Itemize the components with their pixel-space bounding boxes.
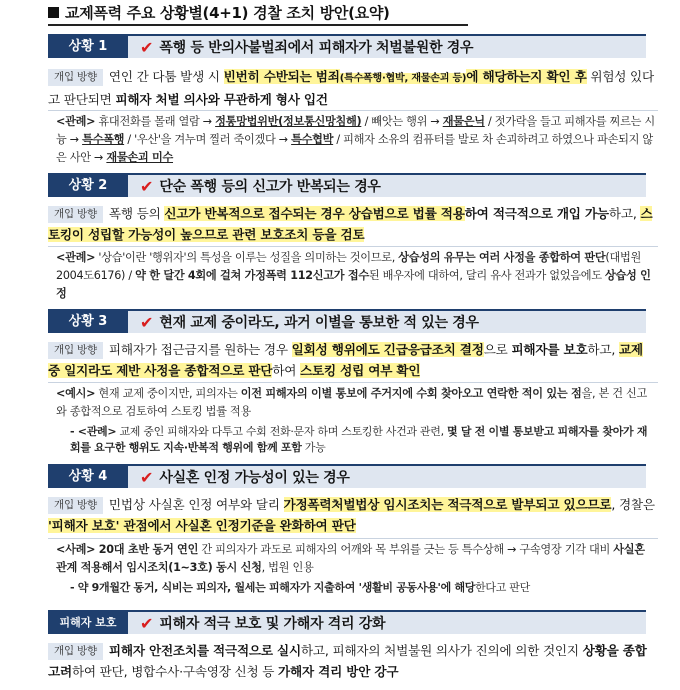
- check-icon: ✔: [140, 176, 154, 196]
- check-icon: ✔: [140, 467, 154, 487]
- square-bullet-icon: [48, 7, 59, 18]
- section-1-header: [48, 34, 646, 58]
- divider: [48, 246, 658, 247]
- section-4-note: <사례> 20대 초반 동거 연인 간 피의자가 과도로 피해자의 어깨와 목 부위를 긋는 등 특수상해 → 구속영장 기각 대비 사실혼 관계 적용해서 임시조치(1~3호) 동시 신청, 법원 인용: [56, 543, 645, 574]
- direction-badge: 개입 방향: [48, 497, 103, 514]
- direction-badge: 개입 방향: [48, 206, 103, 223]
- section-heading: 단순 폭행 등의 신고가 반복되는 경우: [159, 179, 381, 195]
- section-heading: 폭행 등 반의사불벌죄에서 피해자가 처벌불원한 경우: [159, 40, 474, 56]
- section-heading: 피해자 적극 보호 및 가해자 격리 강화: [159, 616, 386, 632]
- section-heading: 현재 교제 중이라도, 과거 이별을 통보한 적 있는 경우: [159, 315, 479, 331]
- section-tag: 상황 4: [48, 466, 128, 488]
- section-tag: 상황 3: [48, 311, 128, 333]
- section-4-header: [48, 464, 646, 488]
- divider: [48, 538, 658, 539]
- title-underline: [48, 24, 468, 26]
- section-3-note-2: - <관례> 교제 중인 피해자와 다투고 수회 전화·문자 하며 스토킹한 사건과 관련, 몇 달 전 이별 통보받고 피해자를 찾아가 재회를 요구한 행위도 지속·반복적 행위에 함께 포함 가능: [70, 425, 648, 454]
- section-1-direction: 개입 방향 연인 간 다툼 발생 시 빈번히 수반되는 범죄(특수폭행·협박, 재물손괴 등)에 해당하는지 확인 후 위험성 있다고 판단되면 피해자 처벌 의사와 무관하게 형사 입건: [48, 69, 654, 107]
- direction-badge: 개입 방향: [48, 69, 103, 86]
- divider: [48, 382, 658, 383]
- check-icon: ✔: [140, 312, 154, 332]
- section-4-note-2: - 약 9개월간 동거, 식비는 피의자, 월세는 피해자가 지출하여 '생활비 공동사용'에 해당한다고 판단: [70, 581, 530, 594]
- section-3-direction: 개입 방향 피해자가 접근금지를 원하는 경우 일회성 행위에도 긴급응급조치 결정으로 피해자를 보호하고, 교제 중 일지라도 제반 사정을 종합적으로 판단하여 스토킹 성립 여부 확인: [48, 342, 643, 378]
- section-2-note: <관례> '상습'이란 '행위자'의 특성을 이루는 성질을 의미하는 것이므로, 상습성의 유무는 여러 사정을 종합하여 판단(대법원 2004도6176) / 약 한 달간 4회에 걸쳐 가정폭력 112신고가 접수된 배우자에 대하여, 달리 유사 전과가 없었음에도 상습성 인정: [56, 251, 651, 300]
- page-title: 교제폭력 주요 상황별(4+1) 경찰 조치 방안(요약): [48, 2, 390, 23]
- check-icon: ✔: [140, 37, 154, 57]
- section-5-header: [48, 610, 646, 634]
- section-2-direction: 개입 방향 폭행 등의 신고가 반복적으로 접수되는 경우 상습범으로 법률 적용하여 적극적으로 개입 가능하고, 스토킹이 성립할 가능성이 높으므로 관련 보호조치 등을 검토: [48, 206, 653, 242]
- section-3-note: <예시> 현재 교제 중이지만, 피의자는 이전 피해자의 이별 통보에 주거지에 수회 찾아오고 연락한 적이 있는 점을, 본 건 신고와 종합적으로 검토하여 스토킹 법률 적용: [56, 387, 648, 418]
- direction-badge: 개입 방향: [48, 643, 103, 660]
- section-3-header: [48, 309, 646, 333]
- section-heading: 사실혼 인정 가능성이 있는 경우: [159, 470, 350, 486]
- section-5-direction: 개입 방향 피해자 안전조치를 적극적으로 실시하고, 피해자의 처벌불원 의사가 진의에 의한 것인지 상황을 종합 고려하여 판단, 병합수사·구속영장 신청 등 가해자 격리 방안 강구: [48, 643, 647, 679]
- check-icon: ✔: [140, 613, 154, 633]
- divider: [48, 110, 658, 111]
- section-4-direction: 개입 방향 민법상 사실혼 인정 여부와 달리 가정폭력처벌법상 임시조치는 적극적으로 발부되고 있으므로, 경찰은 '피해자 보호' 관점에서 사실혼 인정기준을 완화하여 판단: [48, 497, 655, 533]
- section-tag: 상황 2: [48, 175, 128, 197]
- section-1-note: <관례> 휴대전화를 몰래 열람 → 정통망법위반(정보통신망침해) / 빼앗는 행위 → 재물은닉 / 젓가락을 들고 피해자를 찌르는 시늉 → 특수폭행 / '우산'을 겨누며 찔러 죽이겠다 → 특수협박 / 피해자 소유의 컴퓨터를 발로 차 손괴하려고 하였으나 파손되지 않은 사안 → 재물손괴 미수: [56, 115, 655, 164]
- direction-badge: 개입 방향: [48, 342, 103, 359]
- section-tag: 피해자 보호: [48, 612, 128, 634]
- section-tag: 상황 1: [48, 36, 128, 58]
- section-2-header: [48, 173, 646, 197]
